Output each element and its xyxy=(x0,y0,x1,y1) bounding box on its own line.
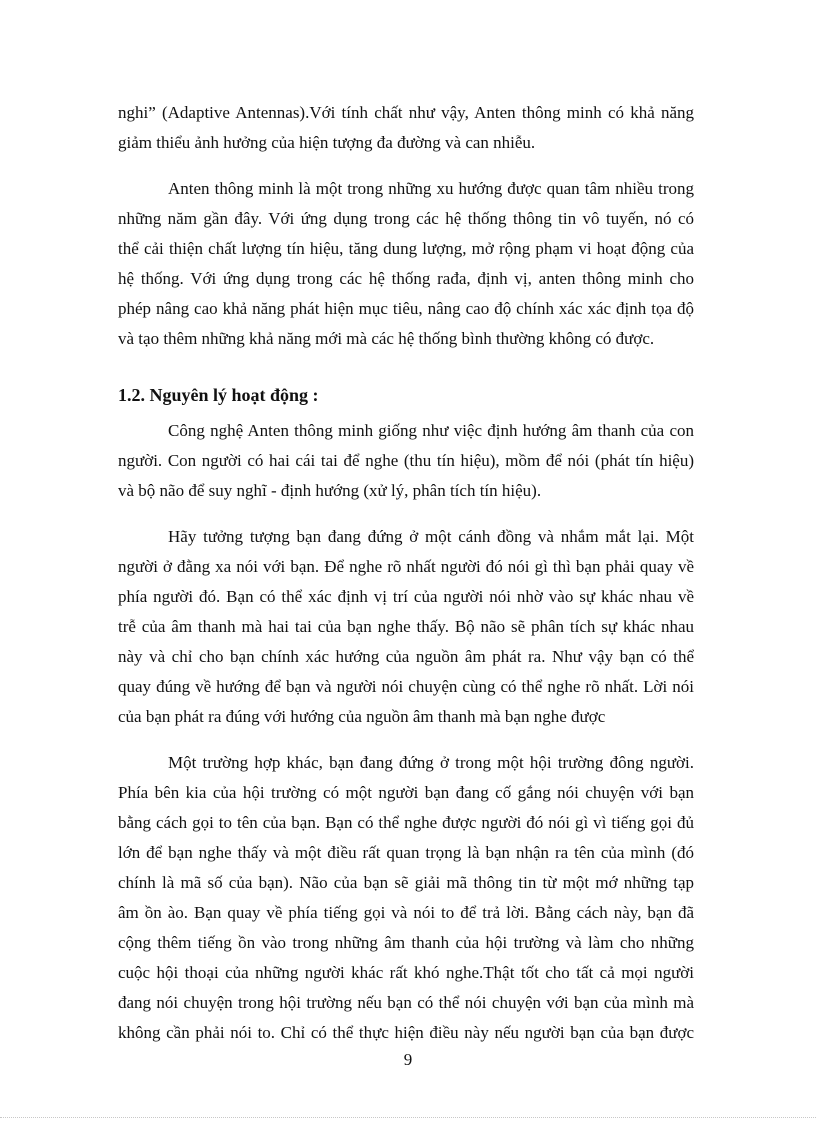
text-line: không cần phải nói to. Chỉ có thể thực hiện điều này nếu người bạn của bạn được xyxy=(118,1023,694,1042)
text-line: cuộc hội thoại của những người khác rất khó nghe.Thật tốt cho tất cả mọi người xyxy=(118,963,694,982)
text-line: phép nâng cao khả năng phát hiện mục tiêu, nâng cao độ chính xác xác định tọa độ xyxy=(118,299,694,318)
text-line: của bạn phát ra đúng với hướng của nguồn âm thanh mà bạn nghe được xyxy=(118,707,606,726)
text-line: này và chỉ cho bạn chính xác hướng của nguồn âm phát ra. Như vậy bạn có thể xyxy=(118,647,694,666)
text-line: cộng thêm tiếng ồn vào trong những âm thanh của hội trường và làm cho những xyxy=(118,933,694,952)
paragraph-adaptive-antennas xyxy=(118,98,694,158)
text-line: bằng cách gọi to tên của bạn. Bạn có thể nghe được người đó nói gì vì tiếng gọi đủ xyxy=(118,813,694,832)
text-line: giảm thiểu ảnh hưởng của hiện tượng đa đường và can nhiễu. xyxy=(118,133,536,152)
page-content xyxy=(118,98,694,1064)
section-heading: 1.2. Nguyên lý hoạt động : xyxy=(118,385,319,405)
text-line: nghi” (Adaptive Antennas).Với tính chất như vậy, Anten thông minh có khả năng xyxy=(118,103,694,122)
paragraph-smart-antenna-trend xyxy=(118,174,694,354)
text-line: và tạo thêm những khả năng mới mà các hệ thống bình thường không có được. xyxy=(118,329,655,348)
paragraph-hall-example xyxy=(118,748,694,1048)
text-line: đang nói chuyện trong hội trường nếu bạn có thể nói chuyện với bạn của mình mà xyxy=(118,993,694,1012)
text-line: người ở đằng xa nói với bạn. Để nghe rõ nhất người đó nói gì thì bạn phải quay về xyxy=(118,557,694,576)
text-line: âm ồn ào. Bạn quay về phía tiếng gọi và nói to để trả lời. Bằng cách này, bạn đã xyxy=(118,903,694,922)
text-line: Một trường hợp khác, bạn đang đứng ở trong một hội trường đông người. xyxy=(168,753,694,772)
paragraph-field-example xyxy=(118,522,694,732)
text-line: thể cải thiện chất lượng tín hiệu, tăng dung lượng, mở rộng phạm vi hoạt động của xyxy=(118,239,694,258)
text-line: chính là mã số của bạn). Não của bạn sẽ giải mã thông tin từ một mớ những tạp xyxy=(118,873,694,892)
paragraph-principle-intro xyxy=(118,416,694,506)
text-line: phía người đó. Bạn có thể xác định vị trí của người nói nhờ vào sự khác nhau về xyxy=(118,587,694,606)
text-line: những năm gần đây. Với ứng dụng trong các hệ thống thông tin vô tuyến, nó có xyxy=(118,209,694,228)
text-line: lớn để bạn nghe thấy và một điều rất quan trọng là bạn nhận ra tên của mình (đó xyxy=(118,843,694,862)
page-number: 9 xyxy=(403,1050,413,1069)
text-line: và bộ não để suy nghĩ - định hướng (xử lý, phân tích tín hiệu). xyxy=(118,481,542,500)
text-line: Hãy tưởng tượng bạn đang đứng ở một cánh đồng và nhắm mắt lại. Một xyxy=(168,527,694,546)
text-line: Phía bên kia của hội trường có một người bạn đang cố gắng nói chuyện với bạn xyxy=(118,783,694,802)
page-bottom-divider xyxy=(0,1117,816,1123)
text-line: Công nghệ Anten thông minh giống như việc định hướng âm thanh của con xyxy=(168,421,694,440)
text-line: quay đúng về hướng để bạn và người nói chuyện cùng có thể nghe rõ nhất. Lời nói xyxy=(118,677,694,696)
text-line: hệ thống. Với ứng dụng trong các hệ thống rađa, định vị, anten thông minh cho xyxy=(118,269,694,288)
text-line: người. Con người có hai cái tai để nghe (thu tín hiệu), mồm để nói (phát tín hiệu) xyxy=(118,451,694,470)
text-line: Anten thông minh là một trong những xu hướng được quan tâm nhiều trong xyxy=(168,179,694,198)
text-line: trễ của âm thanh mà hai tai của bạn nghe thấy. Bộ não sẽ phân tích sự khác nhau xyxy=(118,617,694,636)
